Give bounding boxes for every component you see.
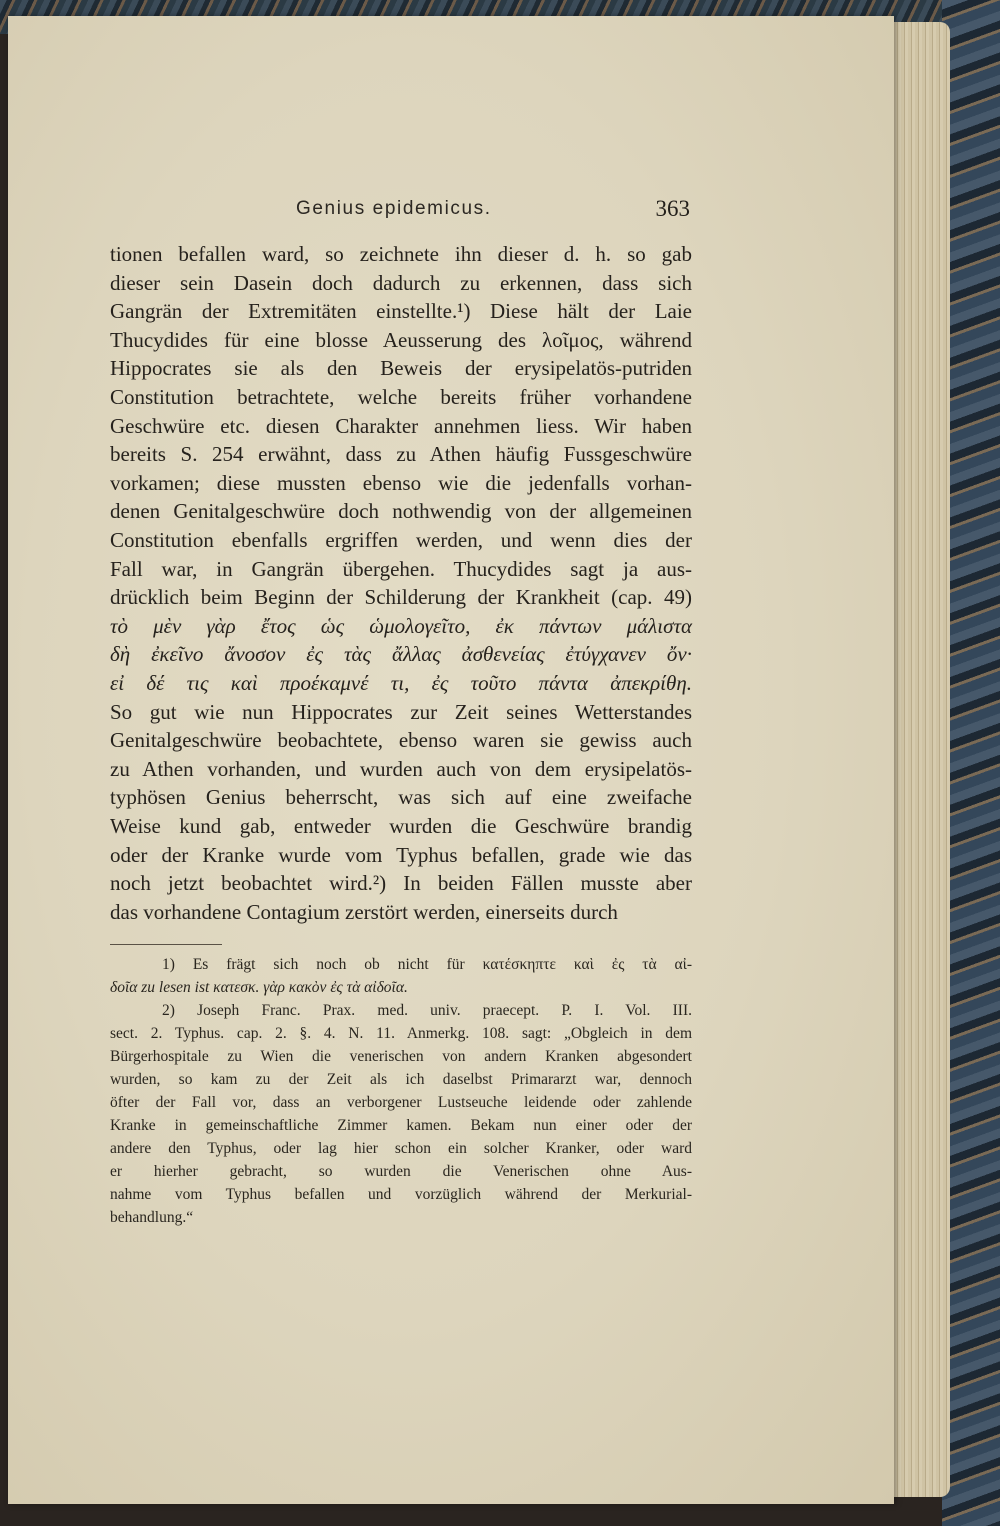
text-line: Geschwüre etc. diesen Charakter annehmen liess. Wir haben [110, 413, 692, 438]
footnote-1-line: δοῖα zu lesen ist κατεσκ. γὰρ κακὸν ἐς τὰ αἰδοῖα. [110, 979, 408, 996]
text-line: vorkamen; diese mussten ebenso wie die jedenfalls vorhan- [110, 470, 692, 495]
text-line: noch jetzt beobachtet wird.²) In beiden Fällen musste aber [110, 871, 692, 896]
text-line: zu Athen vorhanden, und wurden auch von dem erysipelatös- [110, 756, 692, 781]
footnote-1-line: 1) Es frägt sich noch ob nicht für κατέσκηπτε καὶ ἐς τὰ αἰ- [162, 956, 692, 973]
footnote-2-line: wurden, so kam zu der Zeit als ich daselbst Primararzt war, dennoch [110, 1071, 692, 1088]
text-line: Hippocrates sie als den Beweis der erysipelatös-putriden [110, 356, 692, 381]
text-line: oder der Kranke wurde vom Typhus befallen, grade wie das [110, 842, 692, 867]
text-line: typhösen Genius beherrscht, was sich auf eine zweifache [110, 785, 692, 810]
greek-quote-line: τὸ μὲν γὰρ ἔτος ὡς ὡμολογεῖτο, ἐκ πάντων μάλιστα [110, 613, 692, 638]
text-line: denen Genitalgeschwüre doch nothwendig von der allgemeinen [110, 499, 692, 524]
footnote-2-line: er hierher gebracht, so wurden die Venerischen ohne Aus- [110, 1163, 692, 1180]
text-line: drücklich beim Beginn der Schilderung der Krankheit (cap. 49) [110, 585, 692, 610]
footnote-2-line: behandlung.“ [110, 1209, 194, 1226]
text-line: dieser sein Dasein doch dadurch zu erkennen, dass sich [110, 270, 692, 295]
page-number: 363 [655, 196, 690, 221]
text-line: bereits S. 254 erwähnt, dass zu Athen häufig Fussgeschwüre [110, 442, 692, 467]
text-line: Constitution betrachtete, welche bereits früher vorhandene [110, 385, 692, 409]
text-line: Genitalgeschwüre beobachtete, ebenso waren sie gewiss auch [110, 728, 692, 753]
text-line: Thucydides für eine blosse Aeusserung des λοῖμος, während [110, 327, 692, 352]
footnote-2-line: andere den Typhus, oder lag hier schon ein solcher Kranker, oder ward [110, 1140, 692, 1157]
greek-quote-line: δὴ ἐκεῖνο ἄνοσον ἐς τὰς ἄλλας ἀσθενείας ἐτύγχανεν ὄν· [110, 642, 692, 667]
footnote-2-line: nahme vom Typhus befallen und vorzüglich während der Merkurial- [110, 1186, 692, 1203]
footnote-2-line: Kranke in gemeinschaftliche Zimmer kamen. Bekam nun einer oder der [110, 1117, 692, 1134]
text-line: Weise kund gab, entweder wurden die Geschwüre brandig [110, 814, 692, 838]
footnote-2-line: 2) Joseph Franc. Prax. med. univ. praecept. P. I. Vol. III. [162, 1002, 692, 1019]
text-line: Fall war, in Gangrän übergehen. Thucydides sagt ja aus- [110, 556, 692, 581]
footnote-2-line: sect. 2. Typhus. cap. 2. §. 4. N. 11. Anmerkg. 108. sagt: „Obgleich in dem [110, 1025, 692, 1042]
page-header [110, 196, 690, 226]
greek-quote-line: εἰ δέ τις καὶ προέκαμνέ τι, ἐς τοῦτο πάντα ἀπεκρίθη. [110, 671, 692, 695]
footnote-2-line: Bürgerhospitale zu Wien die venerischen von andern Kranken abgesondert [110, 1048, 692, 1065]
text-line: das vorhandene Contagium zerstört werden, einerseits durch [110, 899, 618, 924]
running-head: Genius epidemicus. [296, 198, 492, 219]
text-line: So gut wie nun Hippocrates zur Zeit seines Wetterstandes [110, 699, 692, 724]
book-cover-marbled-right [942, 0, 1000, 1526]
main-text-block [110, 240, 692, 930]
footnote-rule [110, 944, 222, 945]
text-line: Gangrän der Extremitäten einstellte.¹) Diese hält der Laie [110, 299, 692, 324]
footnotes-block [110, 954, 692, 1244]
text-line: Constitution ebenfalls ergriffen werden, und wenn dies der [110, 528, 692, 552]
text-line: tionen befallen ward, so zeichnete ihn dieser d. h. so gab [110, 242, 692, 266]
footnote-2-line: öfter der Fall vor, dass an verborgener Lustseuche leidende oder zahlende [110, 1094, 692, 1111]
